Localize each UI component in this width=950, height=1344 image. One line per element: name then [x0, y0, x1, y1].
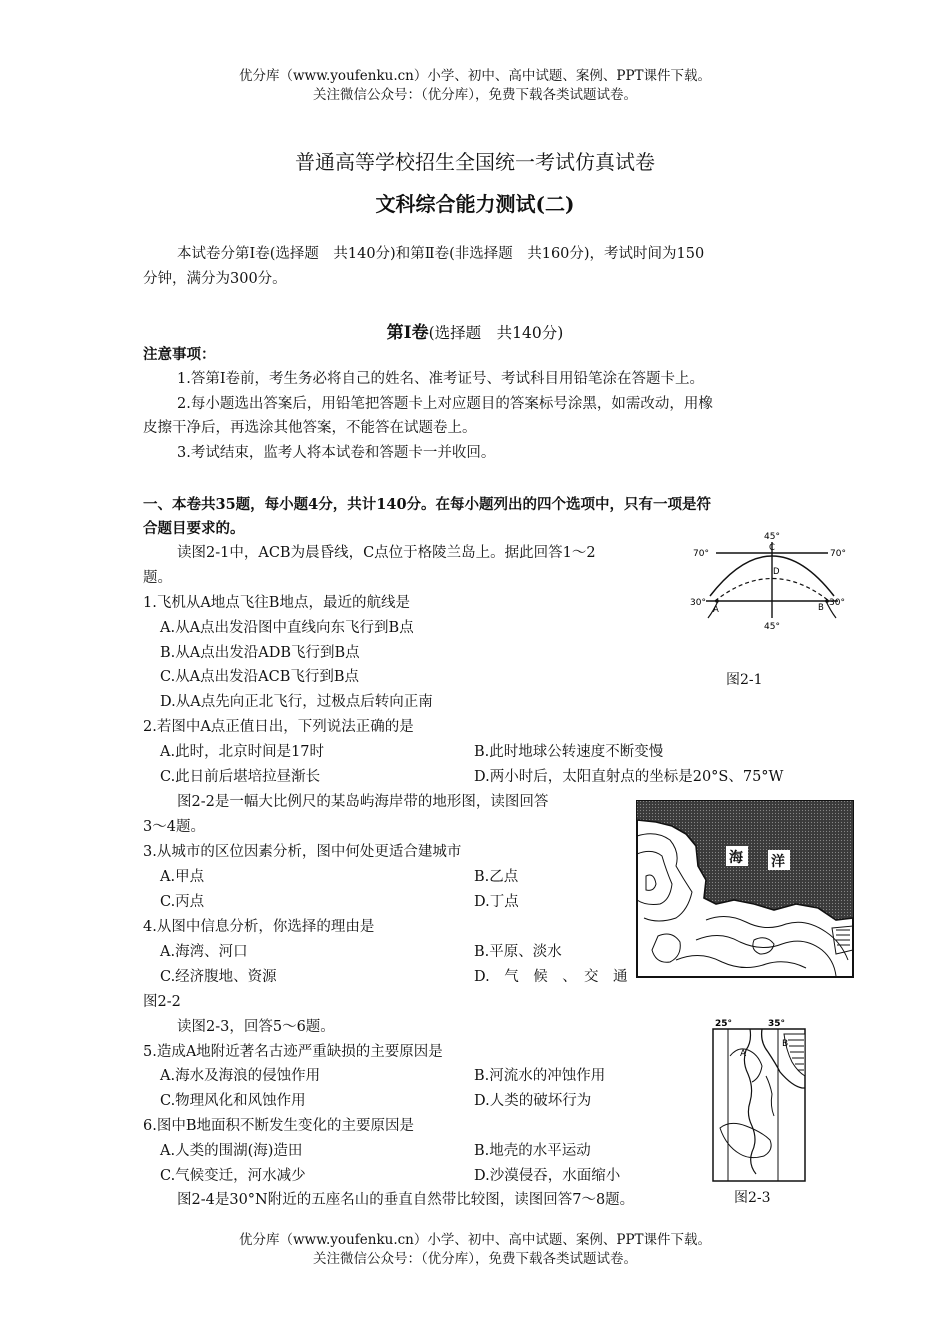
note-2a: 2.每小题选出答案后，用铅笔把答题卡上对应题目的答案标号涂黑，如需改动，用橡 [177, 396, 713, 412]
q4-option-d: D. 气 候 、 交 通 [474, 969, 628, 985]
q1-stem: 1.飞机从A地点飞往B地点，最近的航线是 [143, 595, 410, 611]
q3-option-c: C.丙点 [160, 894, 205, 910]
q6-option-a: A.人类的围湖(海)造田 [160, 1143, 303, 1159]
fig1-lat70-left: 70° [693, 549, 709, 559]
note-3: 3.考试结束，监考人将本试卷和答题卡一并收回。 [177, 445, 496, 461]
note-2b: 皮擦干净后，再选涂其他答案，不能答在试题卷上。 [143, 420, 477, 436]
q3-stem: 3.从城市的区位因素分析，图中何处更适合建城市 [143, 844, 462, 860]
fig2-coast-map [636, 800, 854, 978]
fig2-ocean-char1: 海 [729, 850, 743, 866]
q3-option-d: D.丁点 [474, 894, 519, 910]
fig1-label-a: A [713, 605, 719, 615]
q2-option-c: C.此日前后堪培拉昼渐长 [160, 769, 321, 785]
q5-option-d: D.人类的破坏行为 [474, 1093, 592, 1109]
note-1: 1.答第Ⅰ卷前，考生务必将自己的姓名、准考证号、考试科目用铅笔涂在答题卡上。 [177, 371, 705, 387]
exam-subtitle: 文科综合能力测试(二) [375, 192, 575, 216]
q1-option-c: C.从A点出发沿ACB飞行到B点 [160, 669, 360, 685]
fig3-intro: 读图2-3，回答5～6题。 [177, 1019, 335, 1035]
q4-option-c: C.经济腹地、资源 [160, 969, 277, 985]
fig3-caption: 图2-3 [734, 1190, 771, 1206]
q2-option-a: A.此时，北京时间是17时 [160, 744, 325, 760]
section-title [0, 318, 950, 343]
q5-stem: 5.造成A地附近著名古迹严重缺损的主要原因是 [143, 1044, 443, 1060]
fig2-intro-line1: 图2-2是一幅大比例尺的某岛屿海岸带的地形图，读图回答 [177, 794, 549, 810]
q5-option-a: A.海水及海浪的侵蚀作用 [160, 1068, 321, 1084]
fig1-caption: 图2-1 [726, 672, 763, 688]
q2-option-d: D.两小时后，太阳直射点的坐标是20°S、75°W [474, 769, 784, 785]
q4-option-a: A.海湾、河口 [160, 944, 248, 960]
q6-option-b: B.地壳的水平运动 [474, 1143, 591, 1159]
q1-option-a: A.从A点出发沿图中直线向东飞行到B点 [160, 620, 414, 636]
intro-line2: 分钟，满分为300分。 [143, 271, 287, 287]
section-title-rest: (选择题 共140分) [428, 324, 564, 342]
fig1-lon-bottom: 45° [764, 622, 780, 632]
fig1-intro-line1: 读图2-1中，ACB为晨昏线，C点位于格陵兰岛上。据此回答1～2 [177, 545, 596, 561]
q6-option-c: C.气候变迁，河水减少 [160, 1168, 306, 1184]
q4-option-b: B.平原、淡水 [474, 944, 562, 960]
q3-option-a: A.甲点 [160, 869, 205, 885]
section-title-bold: 第Ⅰ卷 [386, 323, 429, 343]
q5-option-b: B.河流水的冲蚀作用 [474, 1068, 606, 1084]
fig2-intro-line2: 3～4题。 [143, 819, 205, 835]
page-footer-line1: 优分库（www.youfenku.cn）小学、初中、高中试题、案例、PPT课件下载。 [238, 1232, 712, 1248]
page-header-line2: 关注微信公众号：（优分库），免费下载各类试题试卷。 [313, 87, 637, 103]
fig1-terminator-diagram [688, 528, 853, 636]
fig2-caption: 图2-2 [143, 994, 181, 1010]
fig1-label-c: C [769, 543, 775, 553]
fig1-label-b: B [818, 603, 824, 613]
fig3-lon-left: 25° [715, 1019, 733, 1029]
q1-option-d: D.从A点先向正北飞行，过极点后转向正南 [160, 694, 433, 710]
q1-option-b: B.从A点出发沿ADB飞行到B点 [160, 645, 360, 661]
exam-title: 普通高等学校招生全国统一考试仿真试卷 [295, 150, 655, 174]
fig1-lat30-right: 30° [829, 598, 845, 608]
fig4-intro: 图2-4是30°N附近的五座名山的垂直自然带比较图，读图回答7～8题。 [177, 1192, 635, 1208]
q6-stem: 6.图中B地面积不断发生变化的主要原因是 [143, 1118, 414, 1134]
fig1-lon-top: 45° [764, 532, 780, 542]
fig1-lat30-left: 30° [690, 598, 706, 608]
intro-line1: 本试卷分第Ⅰ卷(选择题 共140分)和第Ⅱ卷(非选择题 共160分)，考试时间为150 [177, 246, 705, 262]
part1-heading-line1: 一、本卷共35题，每小题4分，共计140分。在每小题列出的四个选项中，只有一项是符 [143, 496, 712, 513]
q3-option-b: B.乙点 [474, 869, 519, 885]
fig2-ocean-char2: 洋 [771, 854, 785, 870]
q2-stem: 2.若图中A点正值日出，下列说法正确的是 [143, 719, 414, 735]
fig1-lat70-right: 70° [830, 549, 846, 559]
page-header-line1: 优分库（www.youfenku.cn）小学、初中、高中试题、案例、PPT课件下载。 [238, 68, 712, 84]
fig3-label-a: A [740, 1049, 747, 1059]
fig3-label-b: B [782, 1039, 789, 1049]
fig3-river-map [700, 1016, 818, 1184]
fig3-lon-right: 35° [768, 1019, 786, 1029]
fig1-label-d: D [773, 567, 780, 577]
q6-option-d: D.沙漠侵吞，水面缩小 [474, 1168, 621, 1184]
fig1-intro-line2: 题。 [143, 570, 172, 586]
q2-option-b: B.此时地球公转速度不断变慢 [474, 744, 664, 760]
q5-option-c: C.物理风化和风蚀作用 [160, 1093, 306, 1109]
page-footer-line2: 关注微信公众号：（优分库），免费下载各类试题试卷。 [313, 1251, 637, 1267]
part1-heading-line2: 合题目要求的。 [143, 520, 245, 537]
notes-heading: 注意事项： [143, 346, 216, 363]
q4-stem: 4.从图中信息分析，你选择的理由是 [143, 919, 375, 935]
